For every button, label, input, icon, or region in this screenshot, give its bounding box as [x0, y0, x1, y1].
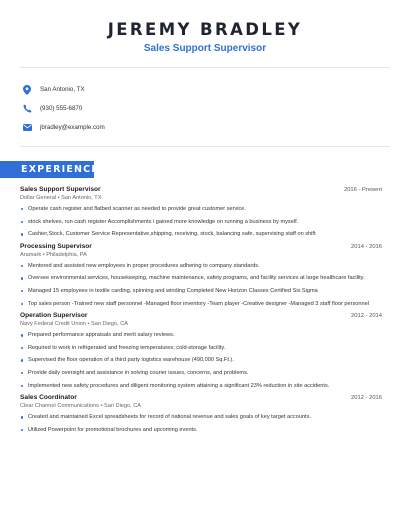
- job-bullet: Top sales person -Trained new staff personnel -Managed floor inventory -Team player -Creative designer -Managed 3 staff floor personnel: [20, 300, 382, 308]
- location-text: San Antonio, TX: [40, 86, 85, 93]
- phone-text: (930) 555-6870: [40, 105, 83, 112]
- job-company-location: Aramark • Philadelphia, PA: [20, 251, 87, 258]
- contact-phone: [22, 99, 105, 118]
- job-company-location: Clear Channel Communications • San Diego, CA: [20, 403, 142, 410]
- candidate-name: JEREMY BRADLEY: [107, 20, 303, 39]
- job-entry: [20, 394, 382, 434]
- job-bullet: Cashier,Stock, Customer Service Representative,shipping, receiving, stock, balancing safe, supervising staff on shift: [20, 230, 382, 238]
- contact-location: [22, 80, 105, 99]
- job-bullet: stock shelves, run cash register Accomplishments i gained more knowledge on running a business by myself.: [20, 218, 382, 226]
- job-entry: [20, 312, 382, 390]
- resume-header: [0, 0, 410, 54]
- job-bullet: Utilized Powerpoint for promotional brochures and upcoming events.: [20, 426, 382, 434]
- job-title: Operation Supervisor: [20, 312, 88, 320]
- job-company-location: Navy Federal Credit Union • San Diego, CA: [20, 321, 128, 328]
- phone-icon: [22, 104, 32, 114]
- job-bullet: Required to work in refrigerated and freezing temperatures; cold-storage facility.: [20, 344, 382, 352]
- candidate-role: Sales Support Supervisor: [143, 43, 267, 54]
- job-bullet: Created and maintained Excel spreadsheets for record of national revenue and sales goals of key target accounts.: [20, 413, 382, 421]
- job-bullet: Implemented new safety procedures and diligent monitoring system attaining a significant 23% reduction in site accidents.: [20, 382, 382, 390]
- job-bullets: [20, 205, 382, 239]
- contact-divider: [20, 146, 390, 147]
- job-dates: 2014 - 2016: [351, 243, 382, 250]
- experience-list: [20, 186, 382, 438]
- job-header: [20, 312, 382, 319]
- email-text: jbradley@example.com: [40, 124, 105, 131]
- job-bullets: [20, 262, 382, 308]
- job-bullets: [20, 413, 382, 434]
- location-pin-icon: [22, 85, 32, 95]
- experience-heading: EXPERIENCE: [0, 161, 94, 178]
- job-entry: [20, 243, 382, 308]
- job-title: Sales Support Supervisor: [20, 186, 101, 193]
- job-company-location: Dollar General • San Antonio, TX: [20, 195, 102, 201]
- job-entry: [20, 186, 382, 239]
- job-bullets: [20, 331, 382, 390]
- job-bullet: Operate cash register and flatbed scanner as needed to provide great customer service.: [20, 205, 382, 213]
- job-bullet: Prepared performance appraisals and merit salary reviews.: [20, 331, 382, 339]
- mail-icon: [22, 123, 32, 133]
- job-dates: 2012 - 2016: [351, 395, 382, 402]
- contact-email: [22, 118, 105, 137]
- job-bullet: Mentored and assisted new employees in proper procedures adhering to company standards.: [20, 262, 382, 270]
- job-header: [20, 186, 382, 193]
- contact-info: [22, 80, 105, 137]
- job-bullet: Managed 15 employees in textile carding, spinning and winding Completed New Horizon Classes Certified Six Sigma: [20, 287, 382, 295]
- header-divider: [20, 67, 390, 68]
- job-title: Processing Supervisor: [20, 242, 92, 250]
- job-title: Sales Coordinator: [20, 394, 77, 402]
- job-bullet: Provide daily oversight and assistance in solving courier issues, concerns, and problems.: [20, 369, 382, 377]
- job-dates: 2012 - 2014: [351, 313, 382, 320]
- job-dates: 2016 - Present: [343, 187, 382, 193]
- job-header: [20, 394, 382, 401]
- job-header: [20, 243, 382, 250]
- job-bullet: Supervised the floor operation of a third party logistics warehouse (490,000 Sq.Ft.).: [20, 356, 382, 364]
- job-bullet: Oversee environmental services, housekeeping, machine maintenance, safety programs, and facility services at large healthcare facility.: [20, 274, 382, 282]
